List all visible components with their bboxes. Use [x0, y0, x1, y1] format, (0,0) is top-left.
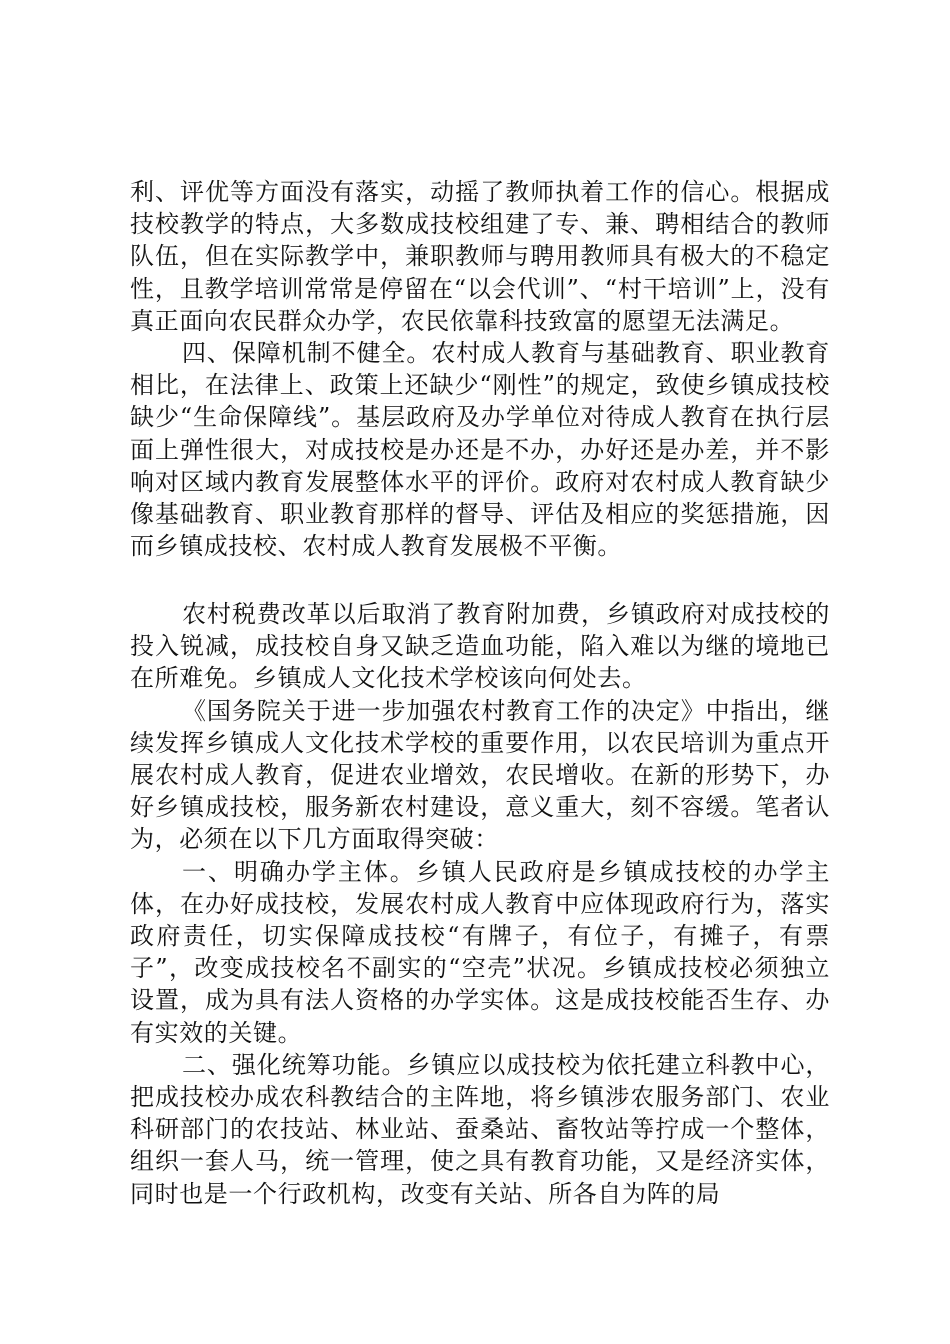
paragraph-intro: 农村税费改革以后取消了教育附加费，乡镇政府对成技校的投入锐减，成技校自身又缺乏造血功能，陷入难以为继的境地已在所难免。乡镇成人文化技术学校该向何处去。	[130, 600, 830, 693]
paragraph-continuation: 利、评优等方面没有落实，动摇了教师执着工作的信心。根据成技校教学的特点，大多数成技校组建了专、兼、聘相结合的教师队伍，但在实际教学中，兼职教师与聘用教师具有极大的不稳定性，且教学培训常常是停留在“以会代训”、“村干培训”上，没有真正面向农民群众办学，农民依靠科技致富的愿望无法满足。	[130, 178, 830, 335]
text-section-lower	[130, 598, 830, 1210]
paragraph-point-two: 二、强化统筹功能。乡镇应以成技校为依托建立科教中心，把成技校办成农科教结合的主阵地，将乡镇涉农服务部门、农业科研部门的农技站、林业站、蚕桑站、畜牧站等拧成一个整体，组织一套人马，统一管理，使之具有教育功能，又是经济实体，同时也是一个行政机构，改变有关站、所各自为阵的局	[130, 1050, 830, 1208]
text-section-upper	[130, 176, 830, 562]
paragraph-directive: 《国务院关于进一步加强农村教育工作的决定》中指出，继续发挥乡镇成人文化技术学校的重要作用，以农民培训为重点开展农村成人教育，促进农业增效，农民增收。在新的形势下，办好乡镇成技校，服务新农村建设，意义重大，刻不容缓。笔者认为，必须在以下几方面取得突破：	[130, 696, 830, 854]
paragraph-point-four: 四、保障机制不健全。农村成人教育与基础教育、职业教育相比，在法律上、政策上还缺少“刚性”的规定，致使乡镇成技校缺少“生命保障线”。基层政府及办学单位对待成人教育在执行层面上弹性很大，对成技校是办还是不办，办好还是办差，并不影响对区域内教育发展整体水平的评价。政府对农村成人教育缺少像基础教育、职业教育那样的督导、评估及相应的奖惩措施，因而乡镇成技校、农村成人教育发展极不平衡。	[130, 339, 830, 561]
paragraph-point-one: 一、明确办学主体。乡镇人民政府是乡镇成技校的办学主体，在办好成技校，发展农村成人教育中应体现政府行为，落实政府责任，切实保障成技校“有牌子，有位子，有摊子，有票子”，改变成技校名不副实的“空壳”状况。乡镇成技校必须独立设置，成为具有法人资格的办学实体。这是成技校能否生存、办有实效的关键。	[130, 857, 830, 1047]
